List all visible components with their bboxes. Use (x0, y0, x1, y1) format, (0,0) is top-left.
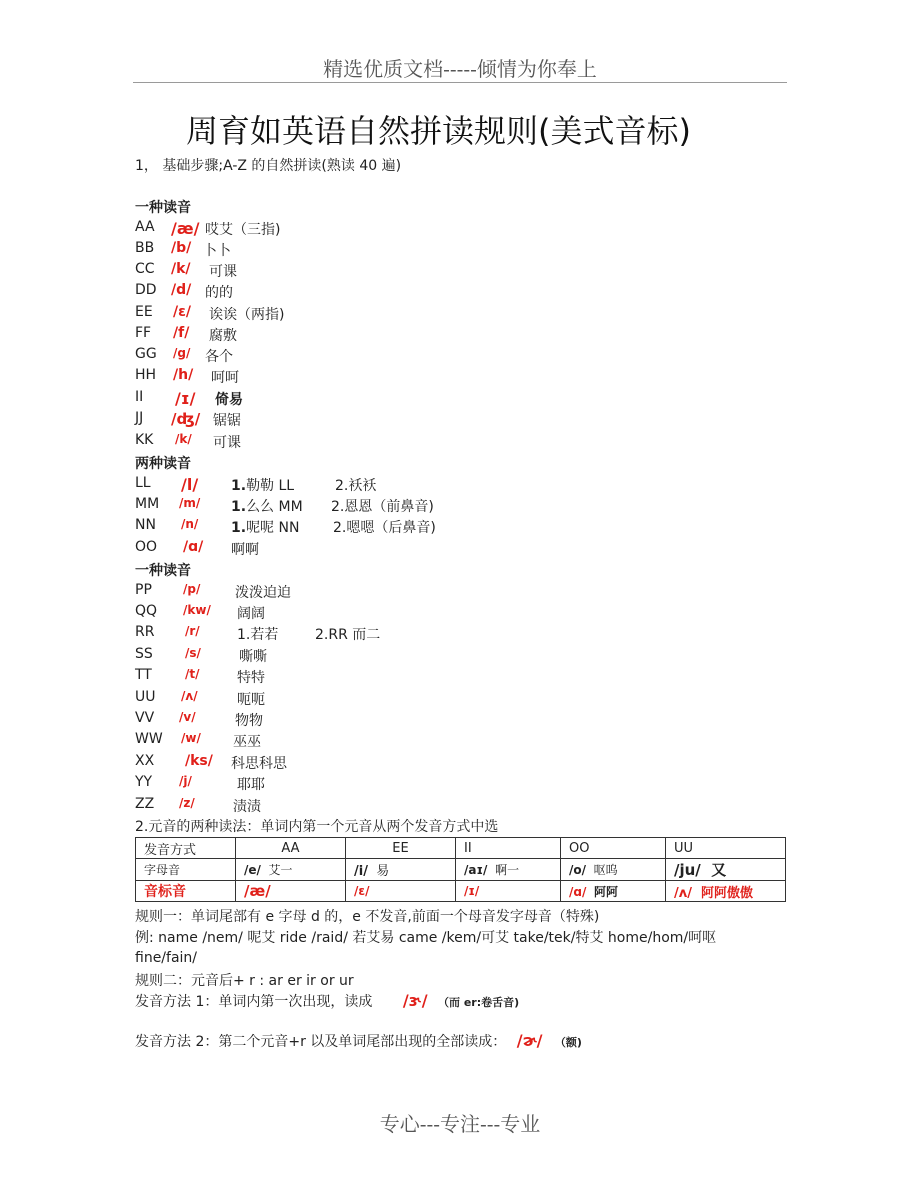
pronunciation-hint: 1.若若 (237, 627, 279, 643)
letter-pair: QQ (135, 603, 158, 619)
letter-pair: SS (135, 646, 153, 662)
letter-pair: TT (135, 667, 152, 683)
letter-pair: JJ (135, 410, 144, 426)
pronunciation-hint: 巫巫 (233, 734, 261, 750)
example-line-1: 例: name /nem/ 呢艾 ride /raid/ 若艾易 came /kem/可艾 take/tek/特艾 home/hom/呵呕 (135, 930, 717, 946)
second-pronunciation: 2.嗯嗯（后鼻音) (333, 520, 436, 536)
letter-pair: PP (135, 582, 152, 598)
pronunciation-hint: 呃呃 (237, 692, 265, 708)
pronunciation-hint: 1.勒勒 LL (231, 478, 295, 494)
pronunciation-hint: 物物 (235, 713, 263, 729)
pronunciation-hint: 可课 (213, 435, 241, 451)
ipa-symbol: /v/ (179, 710, 196, 724)
pronunciation-hint: 科思科思 (231, 756, 287, 772)
pronunciation-hint: 耶耶 (237, 777, 265, 793)
table-header-cell: EE (346, 838, 456, 859)
ipa-symbol: /k/ (175, 432, 192, 446)
table-cell: /æ/ (236, 881, 346, 902)
table-cell: /i/ 易 (346, 859, 456, 881)
table-header-cell: 发音方式 (136, 838, 236, 859)
letter-pair: OO (135, 539, 158, 555)
table-cell: 音标音 (136, 881, 236, 902)
step-1-heading: 1， 基础步骤;A-Z 的自然拼读(熟读 40 遍) (135, 158, 402, 174)
ipa-symbol: /ɛ/ (173, 304, 192, 320)
pronunciation-hint: 啊啊 (231, 542, 259, 558)
pronunciation-hint: 腐敷 (209, 328, 237, 344)
step-2-heading: 2.元音的两种读法：单词内第一个元音从两个发音方式中选 (135, 819, 499, 835)
ipa-symbol: /t/ (185, 667, 200, 681)
ipa-symbol: /p/ (183, 582, 201, 596)
ipa-symbol: /s/ (185, 646, 201, 660)
table-header-cell: II (456, 838, 561, 859)
table-cell: /ju/ 又 (666, 859, 786, 881)
method-2-line (135, 1031, 582, 1051)
pronunciation-hint: 卜卜 (203, 243, 231, 259)
letter-pair: II (135, 389, 144, 405)
letter-pair: FF (135, 325, 152, 341)
ipa-symbol: /w/ (181, 731, 201, 745)
pronunciation-hint: 嘶嘶 (239, 649, 267, 665)
method-1-ipa: /ɝ/ (402, 991, 428, 1010)
section-heading-one-sound: 一种读音 (135, 200, 191, 216)
method-2-ipa: /ɚ/ (516, 1031, 543, 1050)
ipa-symbol: /r/ (185, 624, 200, 638)
method-1-note: （而 er:卷舌音) (438, 996, 520, 1009)
pronunciation-hint: 泼泼迫迫 (235, 585, 291, 601)
letter-pair: BB (135, 240, 155, 256)
table-header-cell: UU (666, 838, 786, 859)
table-cell: /ɪ/ (456, 881, 561, 902)
ipa-symbol: /h/ (173, 367, 194, 383)
letter-pair: GG (135, 346, 157, 362)
ipa-symbol: /ʌ/ (181, 689, 198, 703)
header-divider (133, 82, 787, 83)
letter-pair: XX (135, 753, 155, 769)
letter-pair: AA (135, 219, 155, 235)
second-pronunciation: 2.RR 而二 (315, 627, 381, 643)
table-cell: /ʌ/ 阿阿傲傲 (666, 881, 786, 902)
table-cell: /o/ 呕呜 (561, 859, 666, 881)
section-heading-one-sound-2: 一种读音 (135, 563, 191, 579)
rule-2-text: 规则二：元音后+ r : ar er ir or ur (135, 973, 354, 989)
letter-pair: EE (135, 304, 153, 320)
letter-pair: LL (135, 475, 151, 491)
pronunciation-hint: 1.么么 MM (231, 499, 303, 515)
ipa-symbol: /ɑ/ (183, 539, 204, 555)
ipa-symbol: /b/ (171, 240, 192, 256)
method-2-note: （额) (554, 1036, 582, 1049)
page-footer: 专心---专注---专业 (379, 1112, 541, 1136)
pronunciation-hint: 哎艾（三指) (205, 222, 281, 238)
pronunciation-hint: 渍渍 (233, 799, 261, 815)
letter-pair: UU (135, 689, 156, 705)
second-pronunciation: 2.袄袄 (335, 478, 377, 494)
ipa-symbol: /æ/ (171, 219, 200, 238)
pronunciation-hint: 各个 (205, 349, 233, 365)
letter-pair: RR (135, 624, 155, 640)
pronunciation-hint: 可课 (209, 264, 237, 280)
vowel-table (135, 837, 786, 902)
ipa-symbol: /ks/ (185, 753, 213, 769)
method-1-label: 发音方法 1：单词内第一次出现，读成 (135, 994, 373, 1010)
pronunciation-hint: 锯锯 (213, 413, 241, 429)
letter-pair: HH (135, 367, 157, 383)
pronunciation-hint: 诶诶（两指) (209, 307, 285, 323)
ipa-symbol: /n/ (181, 517, 199, 531)
table-cell: /ɛ/ (346, 881, 456, 902)
ipa-symbol: /ʤ/ (171, 410, 201, 428)
table-row (136, 838, 786, 859)
table-header-cell: OO (561, 838, 666, 859)
pronunciation-hint: 阔阔 (237, 606, 265, 622)
pronunciation-hint: 特特 (237, 670, 265, 686)
ipa-symbol: /z/ (179, 796, 195, 810)
table-cell: /e/ 艾一 (236, 859, 346, 881)
letter-pair: VV (135, 710, 155, 726)
method-1-line (135, 991, 519, 1011)
method-2-label: 发音方法 2：第二个元音+r 以及单词尾部出现的全部读成： (135, 1034, 507, 1050)
letter-pair: KK (135, 432, 154, 448)
ipa-symbol: /kw/ (183, 603, 211, 617)
letter-pair: DD (135, 282, 157, 298)
pronunciation-hint: 1.呢呢 NN (231, 520, 300, 536)
page-header: 精选优质文档-----倾情为你奉上 (323, 57, 597, 81)
letter-pair: WW (135, 731, 163, 747)
table-cell: /ɑ/ 阿阿 (561, 881, 666, 902)
ipa-symbol: /m/ (179, 496, 201, 510)
letter-pair: YY (135, 774, 153, 790)
letter-pair: ZZ (135, 796, 155, 812)
table-row (136, 859, 786, 881)
table-cell: /aɪ/ 啊一 (456, 859, 561, 881)
ipa-symbol: /f/ (173, 325, 190, 341)
letter-pair: NN (135, 517, 156, 533)
section-heading-two-sounds: 两种读音 (135, 456, 191, 472)
example-line-2: fine/fain/ (135, 950, 198, 966)
ipa-symbol: /ɪ/ (175, 389, 196, 408)
pronunciation-hint: 倚易 (215, 392, 243, 408)
pronunciation-hint: 呵呵 (211, 370, 239, 386)
letter-pair: CC (135, 261, 155, 277)
table-row (136, 881, 786, 902)
ipa-symbol: /d/ (171, 282, 192, 298)
ipa-symbol: /j/ (179, 774, 192, 788)
pronunciation-hint: 的的 (205, 285, 233, 301)
document-title: 周育如英语自然拼读规则(美式音标) (186, 112, 691, 150)
rule-1-text: 规则一：单词尾部有 e 字母 d 的，e 不发音,前面一个母音发字母音（特殊) (135, 909, 600, 925)
table-header-cell: AA (236, 838, 346, 859)
letter-pair: MM (135, 496, 160, 512)
table-cell: 字母音 (136, 859, 236, 881)
ipa-symbol: /k/ (171, 261, 191, 277)
ipa-symbol: /g/ (173, 346, 191, 360)
ipa-symbol: /l/ (181, 475, 199, 494)
second-pronunciation: 2.恩恩（前鼻音) (331, 499, 434, 515)
